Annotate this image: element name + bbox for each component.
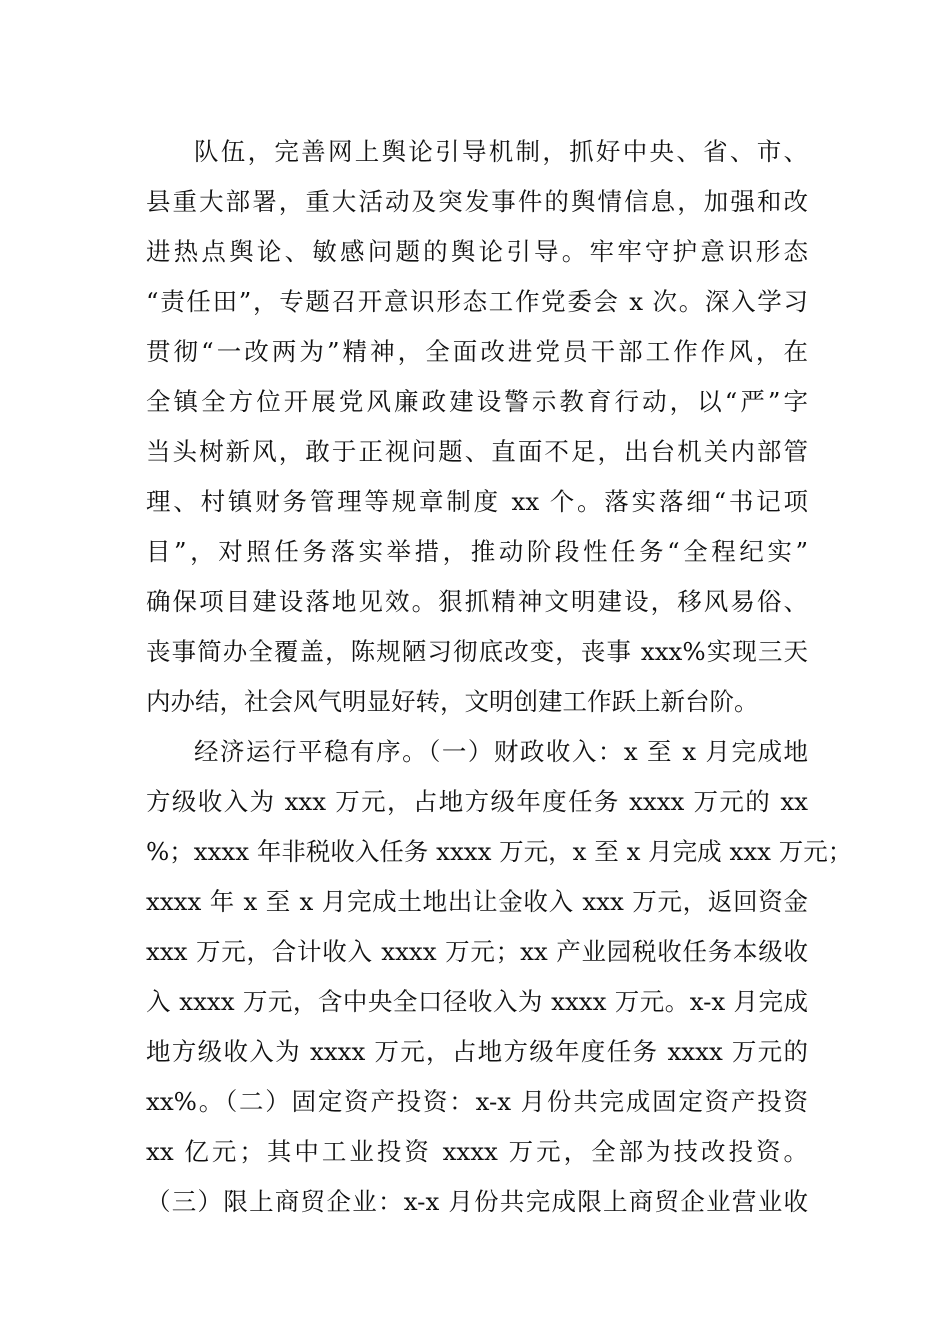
text-line: “责任田”，专题召开意识形态工作党委会 x 次。深入学习 (146, 287, 808, 316)
text-line: 全镇全方位开展党风廉政建设警示教育行动，以“严”字 (146, 387, 808, 416)
text-line: 方级收入为 xxx 万元，占地方级年度任务 xxxx 万元的 xx (146, 787, 808, 816)
text-line: 入 xxxx 万元，含中央全口径收入为 xxxx 万元。x-x 月完成 (146, 987, 808, 1016)
text-line: （三）限上商贸企业：x-x 月份共完成限上商贸企业营业收 (146, 1187, 808, 1216)
text-line: xxxx 年 x 至 x 月完成土地出让金收入 xxx 万元，返回资金 (146, 887, 808, 916)
text-line: 县重大部署，重大活动及突发事件的舆情信息，加强和改 (146, 187, 808, 216)
text-line: xx%。（二）固定资产投资：x-x 月份共完成固定资产投资 (146, 1087, 808, 1116)
text-line: 贯彻“一改两为”精神，全面改进党员干部工作作风，在 (146, 337, 808, 366)
text-line: 确保项目建设落地见效。狠抓精神文明建设，移风易俗、 (146, 587, 808, 616)
text-line: %；xxxx 年非税收入任务 xxxx 万元，x 至 x 月完成 xxx 万元； (146, 837, 853, 866)
text-line: xxx 万元，合计收入 xxxx 万元；xx 产业园税收任务本级收 (146, 937, 808, 966)
text-line: xx 亿元；其中工业投资 xxxx 万元，全部为技改投资。 (146, 1137, 808, 1166)
text-line: 当头树新风，敢于正视问题、直面不足，出台机关内部管 (146, 437, 808, 466)
text-line: 进热点舆论、敏感问题的舆论引导。牢牢守护意识形态 (146, 237, 808, 266)
text-line: 地方级收入为 xxxx 万元，占地方级年度任务 xxxx 万元的 (146, 1037, 808, 1066)
text-line: 目”，对照任务落实举措，推动阶段性任务“全程纪实” (146, 537, 808, 566)
text-line: 丧事简办全覆盖，陈规陋习彻底改变，丧事 xxx%实现三天 (146, 637, 808, 666)
text-line: 队伍，完善网上舆论引导机制，抓好中央、省、市、 (194, 137, 808, 166)
paragraph-start-line: 经济运行平稳有序。（一）财政收入：x 至 x 月完成地 (194, 737, 808, 766)
text-line: 理、村镇财务管理等规章制度 xx 个。落实落细“书记项 (146, 487, 808, 516)
text-line: 内办结，社会风气明显好转，文明创建工作跃上新台阶。 (146, 687, 759, 716)
